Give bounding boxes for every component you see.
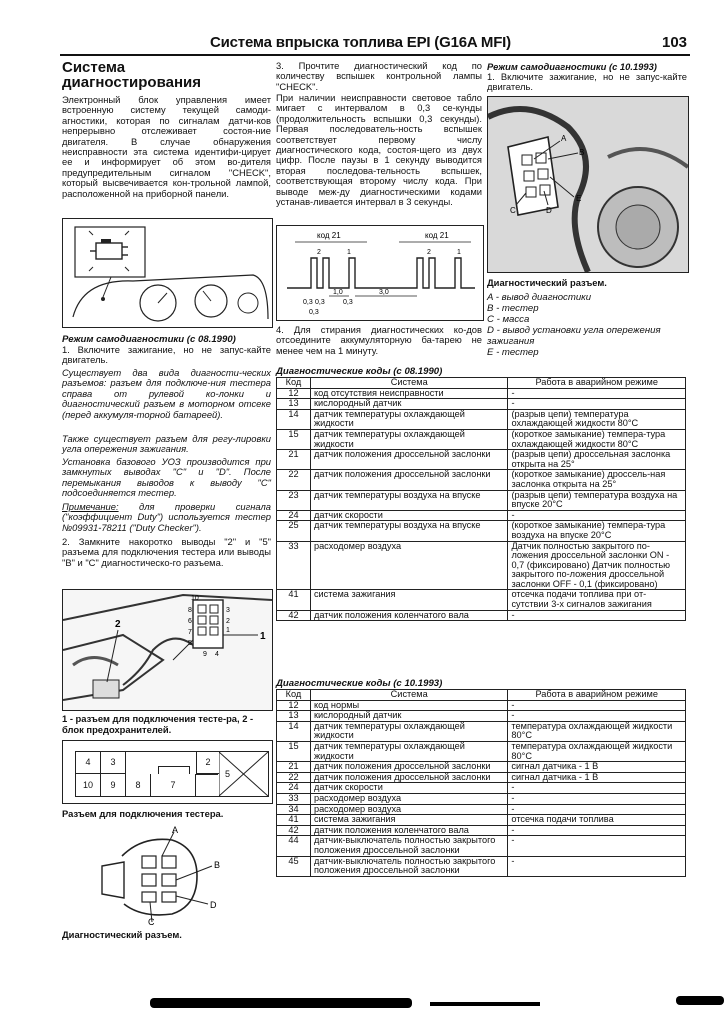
fallback-cell: сигнал датчика - 1 В	[508, 762, 686, 773]
system-cell: датчик скорости	[310, 510, 507, 521]
photo-label-d: D	[546, 206, 552, 215]
fig1-label-1: 1	[260, 631, 266, 642]
diag-label-b: B	[214, 860, 221, 870]
code-cell: 34	[277, 804, 311, 815]
system-cell: датчик скорости	[310, 783, 507, 794]
photo-label-e: E	[576, 194, 582, 203]
header-cell: Код	[277, 690, 311, 701]
fallback-cell: (короткое замыкание) темпера-тура охлаждающей жидкости 80°С	[508, 429, 686, 449]
system-cell: датчик положения дроссельной заслонки	[310, 772, 507, 783]
note-base-timing: Установка базового УОЗ производится при замкнутых выводах "C" и "D". После перемыкания выводов к выводу "C" подсоединяется тестер.	[62, 456, 271, 499]
fallback-cell: -	[508, 388, 686, 399]
system-cell: датчик температуры охлаждающей жидкости	[310, 429, 507, 449]
note-label: Примечание:	[62, 501, 119, 512]
system-cell: датчик положения дроссельной заслонки	[310, 450, 507, 470]
table-row	[277, 399, 686, 410]
table-row	[277, 450, 686, 470]
code-cell: 33	[277, 541, 311, 590]
system-cell: кислородный датчик	[310, 399, 507, 410]
step4-erase-codes: 4. Для стирания диагностических ко-дов отсоедините аккумуляторную ба-тарею не менее чем на 1 минуту.	[276, 324, 482, 356]
code-cell: 21	[277, 762, 311, 773]
system-cell: система зажигания	[310, 815, 507, 826]
fallback-cell: (короткое замыкание) темпера-тура воздуха на впуске 20°С	[508, 521, 686, 541]
code-cell: 22	[277, 772, 311, 783]
table-row	[277, 700, 686, 711]
fallback-cell: -	[508, 825, 686, 836]
code-cell: 25	[277, 521, 311, 541]
fallback-cell: (короткое замыкание) дроссель-ная заслонка открыта на 25°	[508, 470, 686, 490]
pin-cell-blank	[196, 774, 218, 797]
pin-cell-9: 9	[101, 774, 126, 796]
photo-label-a: A	[561, 134, 567, 143]
fallback-cell: Датчик полностью закрытого по-ложения дроссельной заслонки ON - 0,7 (фиксировано) Датчик полностью закрытого по-ложения дроссельной заслонки OFF - 0,1 (фиксировано)	[508, 541, 686, 590]
timing-digit-1a: 1	[347, 249, 351, 256]
fig1-caption: 1 - разъем для подключения тесте-ра, 2 - блок предохранителей.	[62, 713, 254, 735]
code-cell: 14	[277, 721, 311, 741]
code-cell: 42	[277, 610, 311, 621]
system-cell: расходомер воздуха	[310, 804, 507, 815]
timing-0-3-b: 0,3	[315, 299, 325, 306]
mode-1990-title: Режим самодиагностики (с 08.1990)	[62, 334, 236, 345]
header-cell: Код	[277, 378, 311, 389]
scan-artifact-line	[430, 1002, 540, 1006]
fallback-cell: температура охлаждающей жидкости 80°С	[508, 721, 686, 741]
page-header-title: Система впрыска топлива EPI (G16A MFI)	[210, 34, 511, 51]
photo-caption: Диагностический разъем.	[487, 277, 607, 288]
fig1-pin-8: 8	[188, 607, 192, 614]
codes-table-1993	[276, 689, 686, 877]
table-row	[277, 388, 686, 399]
fallback-cell: -	[508, 711, 686, 722]
fig2-caption: Разъем для подключения тестера.	[62, 808, 224, 819]
code-cell: 21	[277, 450, 311, 470]
diag-connector-figure	[62, 826, 271, 926]
timing-digit-2a: 2	[317, 249, 321, 256]
code-cell: 14	[277, 409, 311, 429]
timing-0-3-a: 0,3	[303, 299, 313, 306]
fig1-pin-1: 1	[226, 627, 230, 634]
system-cell: система зажигания	[310, 590, 507, 610]
system-cell: датчик температуры охлаждающей жидкости	[310, 741, 507, 761]
table-row	[277, 429, 686, 449]
instrument-panel-outline	[73, 275, 268, 319]
system-cell: датчик положения коленчатого вала	[310, 610, 507, 621]
blink-timing-diagram	[277, 226, 483, 320]
fallback-cell: (разрыв цепи) температура воздуха на впуске 20°С	[508, 490, 686, 510]
table-row	[277, 783, 686, 794]
codes-table-1990	[276, 377, 686, 621]
dashboard-drawing	[63, 219, 272, 327]
section-title-line2: диагностирования	[62, 74, 201, 91]
tester-connector-figure	[62, 740, 273, 804]
connector-key	[158, 766, 190, 774]
mode-1993-title: Режим самодиагностики (с 10.1993)	[487, 61, 657, 72]
timing-label-code21-b: код 21	[425, 231, 449, 240]
table-header-row	[277, 378, 686, 389]
table-row	[277, 836, 686, 856]
code-cell: 23	[277, 490, 311, 510]
code-cell: 33	[277, 793, 311, 804]
system-cell: датчик температуры охлаждающей жидкости	[310, 721, 507, 741]
system-cell: датчик положения дроссельной заслонки	[310, 762, 507, 773]
photo-label-b: B	[579, 148, 585, 157]
timing-label-code21-a: код 21	[317, 231, 341, 240]
fallback-cell: (разрыв цепи) дроссельная заслонка открыта на 25°	[508, 450, 686, 470]
table-row	[277, 804, 686, 815]
step3-read-code: 3. Прочтите диагностический код по количеству вспышек контрольной лампы "CHECK".	[276, 60, 482, 92]
system-cell: датчик-выключатель полностью закрытого положения дроссельной заслонки	[310, 836, 507, 856]
fallback-cell: -	[508, 836, 686, 856]
scan-artifact-bar	[150, 998, 412, 1008]
fig1-pin-5: 5	[188, 640, 192, 647]
check-engine-icon	[89, 231, 129, 271]
pin-cell-2: 2	[196, 752, 219, 774]
system-cell: датчик температуры воздуха на впуске	[310, 490, 507, 510]
code-cell: 12	[277, 700, 311, 711]
header-cell: Система	[310, 690, 507, 701]
system-cell: расходомер воздуха	[310, 541, 507, 590]
system-cell: код нормы	[310, 700, 507, 711]
pin-cell-4: 4	[76, 752, 101, 774]
diag-label-d: D	[210, 900, 217, 910]
tester-connector-grid	[75, 751, 269, 797]
table-row	[277, 772, 686, 783]
code-cell: 44	[277, 836, 311, 856]
check-lamp-box	[75, 227, 145, 277]
system-cell: датчик положения дроссельной заслонки	[310, 470, 507, 490]
system-cell: датчик температуры воздуха на впуске	[310, 521, 507, 541]
legend-a: A - вывод диагностики	[487, 292, 592, 303]
legend-c: C - масса	[487, 314, 530, 325]
legend-b: B - тестер	[487, 303, 539, 314]
fig1-pin-2: 2	[226, 618, 230, 625]
fuse-box	[93, 680, 119, 698]
fallback-cell: -	[508, 804, 686, 815]
code-cell: 15	[277, 429, 311, 449]
note-text: для проверки сигнала ("коэффициент Duty") используется тестер №09931-78211 ("Duty Checker").	[62, 501, 271, 533]
scan-artifact-edge	[676, 996, 724, 1005]
note-connector-types: Существует два вида диагности-ческих разъемов: разъем для подключе-ния тестера справа от рулевой ко-лонки и диагностический разъем в моторном отсеке (перед аккумуля-торной батареей).	[62, 367, 271, 420]
header-cell: Работа в аварийном режиме	[508, 690, 686, 701]
pin-cell-5: 5	[225, 769, 231, 779]
note-timing-connector: Также существует разъем для регу-лировки угла опережения зажигания.	[62, 433, 271, 455]
code-cell: 15	[277, 741, 311, 761]
code-cell: 12	[277, 388, 311, 399]
code-cell: 41	[277, 590, 311, 610]
fig3-caption: Диагностический разъем.	[62, 929, 182, 940]
table-row	[277, 409, 686, 429]
fallback-cell: (разрыв цепи) температура охлаждающей жидкости 80°С	[508, 409, 686, 429]
system-cell: датчик температуры охлаждающей жидкости	[310, 409, 507, 429]
fig1-pin-3: 3	[226, 607, 230, 614]
table-row	[277, 541, 686, 590]
system-cell: датчик положения коленчатого вала	[310, 825, 507, 836]
pin-cell-10: 10	[76, 774, 101, 796]
table-row	[277, 490, 686, 510]
table-row	[277, 762, 686, 773]
table-row	[277, 711, 686, 722]
pin-cell-3: 3	[101, 752, 126, 774]
diag-label-a: A	[172, 826, 179, 835]
fig1-pin-7: 7	[188, 629, 192, 636]
fig1-pin-10: 10	[191, 595, 199, 602]
code-cell: 41	[277, 815, 311, 826]
fig1-label-2: 2	[115, 619, 121, 630]
fallback-cell: отсечка подачи топлива	[508, 815, 686, 826]
mode-1990-step1: 1. Включите зажигание, но не запус-кайте двигатель.	[62, 344, 271, 366]
photo-label-c: C	[510, 206, 516, 215]
diag-connector-drawing	[62, 826, 271, 926]
small-gauge	[238, 293, 258, 313]
timing-digit-1b: 1	[457, 249, 461, 256]
code-cell: 13	[277, 399, 311, 410]
table-row	[277, 521, 686, 541]
legend-d: D - вывод установки угла опережения зажигания	[487, 325, 661, 347]
blink-description: При наличии неисправности световое табло мигает с интервалом в 0,3 се-кунды (продолжительность вспышки 0,3 секунды). Первая последователь-ность вспышек соответствует первому числу диагностического кода, состоя-щего из двух цифр. После паузы в 1 секунду выводится вторая последова-тельность вспышек, соответствующая второму числу кода. При выводе меж-ду диагностическими кодами устанав-ливается интервал в 3 секунды.	[276, 92, 482, 208]
fallback-cell: -	[508, 700, 686, 711]
cross-hatch	[219, 752, 268, 796]
fig1-pin-6: 6	[188, 618, 192, 625]
legend-e: E - тестер	[487, 347, 539, 358]
section-title-line1: Система	[62, 59, 126, 76]
table-row	[277, 856, 686, 876]
fallback-cell: отсечка подачи топлива при от-сутствии 3-х сигналов зажигания	[508, 590, 686, 610]
system-cell: расходомер воздуха	[310, 793, 507, 804]
header-rule	[60, 54, 690, 56]
engine-bay-drawing	[488, 97, 688, 272]
table-header-row	[277, 690, 686, 701]
table-row	[277, 721, 686, 741]
page-number: 103	[662, 34, 688, 51]
tester-connector-location-drawing	[63, 590, 272, 710]
timing-pause-3s: 3,0	[379, 289, 389, 296]
code-cell: 24	[277, 783, 311, 794]
fallback-cell: -	[508, 783, 686, 794]
tester-connector-location-figure	[62, 589, 273, 711]
fallback-cell: температура охлаждающей жидкости 80°С	[508, 741, 686, 761]
pin-cell-7: 7	[151, 774, 196, 796]
intro-paragraph: Электронный блок управления имеет встроенную систему текущей самоди-агностики, которая по сигналам датчи-ков непрерывно отслеживает состоя-ние двигателя. В случае обнаружения неисправности эта система идентифи-цирует ее и информирует об этом во-дителя предупредительным сигналом "CHECK", который высвечивается кон-трольной лампой, расположенной на приборной панели.	[62, 94, 271, 199]
fallback-cell: сигнал датчика - 1 В	[508, 772, 686, 783]
system-cell: кислородный датчик	[310, 711, 507, 722]
fig1-pin-4: 4	[215, 651, 219, 658]
timing-pause-1s: 1,0	[333, 289, 343, 296]
code-cell: 42	[277, 825, 311, 836]
table-row	[277, 510, 686, 521]
mode-1990-step2: 2. Замкните накоротко выводы "2" и "5" разъема для подключения тестера или выводы "B" и "C" диагностическо-го разъема.	[62, 536, 271, 568]
table-1993-title: Диагностические коды (с 10.1993)	[276, 678, 443, 689]
code-cell: 24	[277, 510, 311, 521]
mode-1993-step1: 1. Включите зажигание, но не запус-кайте двигатель.	[487, 71, 687, 93]
table-1990-title: Диагностические коды (с 08.1990)	[276, 366, 443, 377]
fallback-cell: -	[508, 793, 686, 804]
note-duty-checker	[62, 502, 271, 533]
header-cell: Система	[310, 378, 507, 389]
engine-bay-photo	[487, 96, 689, 273]
table-row	[277, 825, 686, 836]
fig1-pin-9: 9	[203, 651, 207, 658]
connector-shell	[122, 839, 197, 915]
header-cell: Работа в аварийном режиме	[508, 378, 686, 389]
code-cell: 45	[277, 856, 311, 876]
code-cell: 13	[277, 711, 311, 722]
table-row	[277, 741, 686, 761]
table-row	[277, 815, 686, 826]
fallback-cell: -	[508, 510, 686, 521]
system-cell: код отсутствия неисправности	[310, 388, 507, 399]
system-cell: датчик-выключатель полностью закрытого положения дроссельной заслонки	[310, 856, 507, 876]
timing-digit-2b: 2	[427, 249, 431, 256]
table-row	[277, 793, 686, 804]
fallback-cell: -	[508, 856, 686, 876]
timing-0-3-d: 0,3	[309, 309, 319, 316]
table-row	[277, 610, 686, 621]
dashboard-figure	[62, 218, 273, 328]
blink-timing-figure	[276, 225, 484, 321]
table-row	[277, 470, 686, 490]
pin-legend	[487, 292, 687, 358]
fallback-cell: -	[508, 610, 686, 621]
pin-cell-8: 8	[126, 774, 151, 796]
blink-waveform	[287, 258, 475, 288]
diag-label-c: C	[148, 917, 155, 926]
fallback-cell: -	[508, 399, 686, 410]
code-cell: 22	[277, 470, 311, 490]
timing-0-3-c: 0,3	[343, 299, 353, 306]
table-row	[277, 590, 686, 610]
